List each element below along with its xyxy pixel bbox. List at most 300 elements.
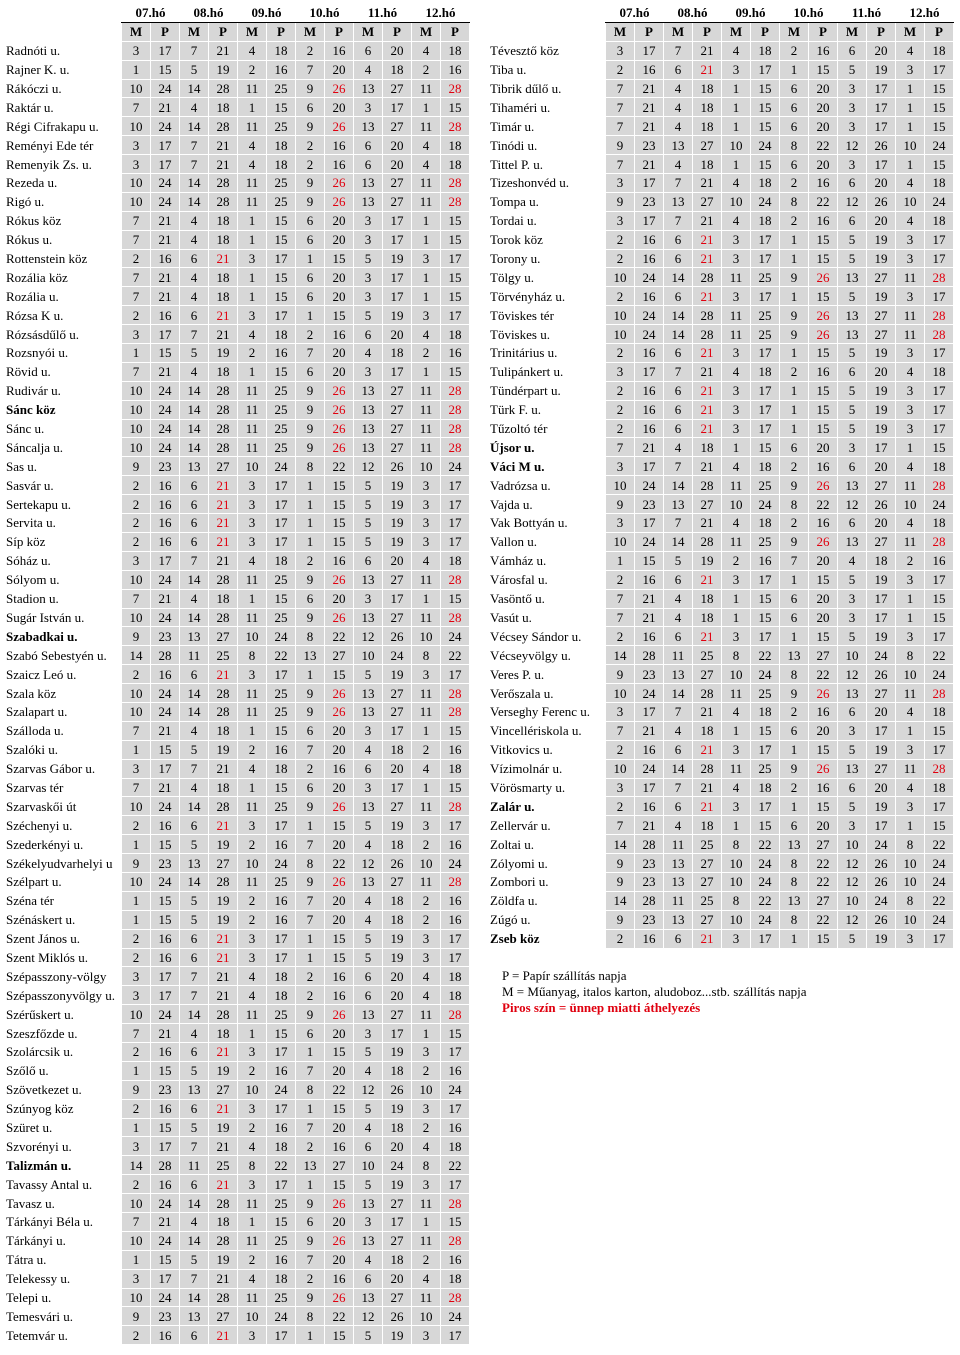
street-name: Torok köz <box>490 232 543 248</box>
day-cell: 22 <box>267 646 296 665</box>
street-name: Tévesztő köz <box>490 43 559 59</box>
day-cell: 16 <box>635 400 664 419</box>
street-name: Székelyudvarhelyi u <box>6 855 113 871</box>
day-cell: 11 <box>722 306 751 325</box>
day-cell: 18 <box>693 721 722 740</box>
day-cell: 21 <box>151 211 180 230</box>
day-cell: 18 <box>267 759 296 778</box>
day-cell: 9 <box>780 684 809 703</box>
day-cell: 18 <box>867 551 896 570</box>
table-row <box>6 646 470 665</box>
day-cell: 10 <box>122 79 151 98</box>
day-cell: 28 <box>441 872 470 891</box>
day-cell: 11 <box>238 797 267 816</box>
day-cell: 10 <box>896 495 925 514</box>
day-cell: 17 <box>441 816 470 835</box>
street-name: Tittel P. u. <box>490 156 543 172</box>
day-cell: 11 <box>412 1231 441 1250</box>
day-cell: 11 <box>412 117 441 136</box>
day-cell: 17 <box>383 98 412 117</box>
street-name: Sasvár u. <box>6 477 54 493</box>
day-cell: 25 <box>751 759 780 778</box>
type-header: P <box>809 22 838 41</box>
day-cell: 24 <box>151 79 180 98</box>
day-cell: 24 <box>151 797 180 816</box>
day-cell: 14 <box>180 608 209 627</box>
day-cell: 7 <box>664 778 693 797</box>
day-cell: 17 <box>151 136 180 155</box>
day-cell: 24 <box>151 419 180 438</box>
day-cell: 24 <box>151 608 180 627</box>
day-cell: 2 <box>780 362 809 381</box>
street-name: Szépasszonyvölgy u. <box>6 987 116 1003</box>
day-cell: 23 <box>151 457 180 476</box>
day-cell: 20 <box>325 835 354 854</box>
day-cell: 13 <box>354 1231 383 1250</box>
day-cell: 27 <box>383 702 412 721</box>
header-blank <box>6 4 122 22</box>
month-header: 11.hó <box>838 4 896 22</box>
day-cell: 4 <box>238 967 267 986</box>
type-header: M <box>122 22 151 41</box>
day-cell: 13 <box>354 79 383 98</box>
day-cell: 15 <box>267 1024 296 1043</box>
day-cell: 4 <box>180 1024 209 1043</box>
day-cell: 3 <box>722 627 751 646</box>
day-cell: 6 <box>296 362 325 381</box>
day-cell: 21 <box>693 627 722 646</box>
day-cell: 21 <box>209 1137 238 1156</box>
table-row <box>490 551 954 570</box>
day-cell: 22 <box>325 1307 354 1326</box>
day-cell: 2 <box>296 325 325 344</box>
day-cell: 2 <box>122 816 151 835</box>
day-cell: 10 <box>122 438 151 457</box>
day-cell: 25 <box>693 835 722 854</box>
day-cell: 26 <box>809 325 838 344</box>
day-cell: 6 <box>180 514 209 533</box>
table-row <box>6 608 470 627</box>
day-cell: 10 <box>896 192 925 211</box>
day-cell: 24 <box>751 665 780 684</box>
day-cell: 17 <box>441 948 470 967</box>
street-name: Veres P. u. <box>490 666 545 682</box>
day-cell: 14 <box>664 684 693 703</box>
day-cell: 26 <box>809 306 838 325</box>
day-cell: 4 <box>722 514 751 533</box>
day-cell: 27 <box>383 174 412 193</box>
day-cell: 13 <box>664 192 693 211</box>
day-cell: 21 <box>635 438 664 457</box>
street-name: Tompa u. <box>490 194 539 210</box>
day-cell: 9 <box>780 759 809 778</box>
day-cell: 5 <box>838 570 867 589</box>
day-cell: 15 <box>267 287 296 306</box>
day-cell: 21 <box>209 967 238 986</box>
day-cell: 21 <box>693 778 722 797</box>
street-name: Szénáskert u. <box>6 912 76 928</box>
day-cell: 6 <box>354 551 383 570</box>
day-cell: 16 <box>267 740 296 759</box>
table-row <box>490 268 954 287</box>
day-cell: 17 <box>441 665 470 684</box>
day-cell: 14 <box>606 891 635 910</box>
day-cell: 11 <box>664 891 693 910</box>
day-cell: 17 <box>635 778 664 797</box>
day-cell: 4 <box>896 41 925 60</box>
day-cell: 1 <box>780 287 809 306</box>
day-cell: 17 <box>867 79 896 98</box>
day-cell: 5 <box>354 249 383 268</box>
day-cell: 6 <box>180 306 209 325</box>
day-cell: 17 <box>751 381 780 400</box>
day-cell: 16 <box>809 514 838 533</box>
day-cell: 16 <box>325 967 354 986</box>
day-cell: 27 <box>383 1288 412 1307</box>
day-cell: 1 <box>606 551 635 570</box>
day-cell: 25 <box>209 1156 238 1175</box>
schedule-table-left <box>6 4 470 1345</box>
day-cell: 3 <box>606 41 635 60</box>
day-cell: 2 <box>122 948 151 967</box>
table-row <box>6 740 470 759</box>
day-cell: 7 <box>296 910 325 929</box>
day-cell: 24 <box>151 438 180 457</box>
day-cell: 17 <box>441 1175 470 1194</box>
day-cell: 10 <box>412 1080 441 1099</box>
day-cell: 13 <box>838 532 867 551</box>
day-cell: 17 <box>441 1326 470 1345</box>
table-row <box>490 589 954 608</box>
day-cell: 25 <box>751 325 780 344</box>
day-cell: 13 <box>664 495 693 514</box>
street-name: Szabadkai u. <box>6 628 78 644</box>
street-name: Sánc köz <box>6 402 56 418</box>
day-cell: 5 <box>354 532 383 551</box>
table-row <box>490 306 954 325</box>
day-cell: 20 <box>809 117 838 136</box>
day-cell: 9 <box>296 570 325 589</box>
day-cell: 24 <box>751 872 780 891</box>
day-cell: 28 <box>151 1156 180 1175</box>
day-cell: 16 <box>635 60 664 79</box>
day-cell: 15 <box>325 476 354 495</box>
day-cell: 16 <box>809 41 838 60</box>
day-cell: 3 <box>122 1137 151 1156</box>
day-cell: 19 <box>209 60 238 79</box>
street-name: Szálloda u. <box>6 723 64 739</box>
day-cell: 2 <box>238 910 267 929</box>
day-cell: 26 <box>325 1005 354 1024</box>
day-cell: 20 <box>325 891 354 910</box>
day-cell: 26 <box>325 872 354 891</box>
day-cell: 28 <box>209 1231 238 1250</box>
table-row <box>490 854 954 873</box>
day-cell: 18 <box>209 362 238 381</box>
day-cell: 17 <box>383 362 412 381</box>
day-cell: 10 <box>838 891 867 910</box>
day-cell: 4 <box>354 60 383 79</box>
day-cell: 24 <box>441 627 470 646</box>
day-cell: 24 <box>151 684 180 703</box>
street-name: Szent Miklós u. <box>6 949 88 965</box>
day-cell: 15 <box>325 532 354 551</box>
day-cell: 17 <box>151 41 180 60</box>
day-cell: 13 <box>354 1194 383 1213</box>
day-cell: 3 <box>412 495 441 514</box>
street-name: Vasöntő u. <box>490 591 545 607</box>
day-cell: 17 <box>151 1137 180 1156</box>
day-cell: 15 <box>809 287 838 306</box>
day-cell: 27 <box>693 872 722 891</box>
day-cell: 19 <box>209 891 238 910</box>
day-cell: 20 <box>867 211 896 230</box>
day-cell: 2 <box>780 778 809 797</box>
day-cell: 6 <box>780 155 809 174</box>
day-cell: 17 <box>151 967 180 986</box>
day-cell: 6 <box>180 532 209 551</box>
day-cell: 21 <box>693 249 722 268</box>
day-cell: 19 <box>383 929 412 948</box>
day-cell: 6 <box>354 967 383 986</box>
day-cell: 28 <box>209 684 238 703</box>
day-cell: 12 <box>838 136 867 155</box>
table-row <box>490 211 954 230</box>
day-cell: 21 <box>693 60 722 79</box>
street-name: Verseghy Ferenc u. <box>490 704 590 720</box>
day-cell: 17 <box>383 287 412 306</box>
day-cell: 16 <box>441 344 470 363</box>
month-header: 10.hó <box>296 4 354 22</box>
day-cell: 18 <box>267 155 296 174</box>
day-cell: 13 <box>838 476 867 495</box>
day-cell: 21 <box>151 268 180 287</box>
day-cell: 1 <box>896 98 925 117</box>
street-name: Szérűskert u. <box>6 1006 74 1022</box>
day-cell: 5 <box>838 230 867 249</box>
table-row <box>6 854 470 873</box>
street-name: Sertekapu u. <box>6 496 71 512</box>
table-row <box>6 1250 470 1269</box>
day-cell: 4 <box>664 721 693 740</box>
day-cell: 28 <box>441 702 470 721</box>
day-cell: 25 <box>267 400 296 419</box>
day-cell: 1 <box>238 1213 267 1232</box>
day-cell: 3 <box>354 268 383 287</box>
day-cell: 18 <box>925 702 954 721</box>
day-cell: 7 <box>664 514 693 533</box>
table-row <box>6 419 470 438</box>
day-cell: 15 <box>925 608 954 627</box>
day-cell: 21 <box>209 249 238 268</box>
day-cell: 3 <box>238 665 267 684</box>
day-cell: 18 <box>441 759 470 778</box>
day-cell: 18 <box>383 60 412 79</box>
day-cell: 3 <box>238 816 267 835</box>
day-cell: 7 <box>296 891 325 910</box>
table-row <box>490 872 954 891</box>
type-header: M <box>412 22 441 41</box>
day-cell: 11 <box>896 325 925 344</box>
street-name: Sánc u. <box>6 421 45 437</box>
day-cell: 16 <box>325 986 354 1005</box>
day-cell: 17 <box>751 929 780 948</box>
day-cell: 19 <box>383 665 412 684</box>
day-cell: 4 <box>664 589 693 608</box>
table-row <box>6 797 470 816</box>
day-cell: 27 <box>383 1005 412 1024</box>
day-cell: 27 <box>693 192 722 211</box>
day-cell: 16 <box>751 551 780 570</box>
day-cell: 18 <box>383 344 412 363</box>
type-header: P <box>441 22 470 41</box>
day-cell: 15 <box>751 79 780 98</box>
day-cell: 20 <box>867 174 896 193</box>
day-cell: 15 <box>441 287 470 306</box>
day-cell: 7 <box>122 589 151 608</box>
day-cell: 17 <box>441 476 470 495</box>
day-cell: 13 <box>354 608 383 627</box>
day-cell: 15 <box>809 740 838 759</box>
day-cell: 7 <box>606 608 635 627</box>
day-cell: 16 <box>925 551 954 570</box>
street-name: Szolárcsik u. <box>6 1044 74 1060</box>
day-cell: 10 <box>896 136 925 155</box>
day-cell: 4 <box>354 891 383 910</box>
day-cell: 27 <box>325 646 354 665</box>
day-cell: 16 <box>635 230 664 249</box>
day-cell: 7 <box>180 1137 209 1156</box>
street-name: Vasút u. <box>490 609 532 625</box>
day-cell: 23 <box>635 495 664 514</box>
day-cell: 17 <box>925 287 954 306</box>
day-cell: 17 <box>267 665 296 684</box>
table-row <box>490 627 954 646</box>
day-cell: 4 <box>722 41 751 60</box>
day-cell: 25 <box>267 797 296 816</box>
day-cell: 19 <box>867 740 896 759</box>
day-cell: 16 <box>325 551 354 570</box>
table-row <box>490 532 954 551</box>
street-name: Talizmán u. <box>6 1157 72 1173</box>
day-cell: 13 <box>664 665 693 684</box>
day-cell: 17 <box>441 1099 470 1118</box>
day-cell: 15 <box>809 249 838 268</box>
day-cell: 6 <box>354 325 383 344</box>
table-row <box>6 948 470 967</box>
day-cell: 9 <box>296 1005 325 1024</box>
day-cell: 18 <box>383 740 412 759</box>
day-cell: 10 <box>122 684 151 703</box>
day-cell: 2 <box>412 1061 441 1080</box>
day-cell: 27 <box>867 759 896 778</box>
day-cell: 9 <box>780 476 809 495</box>
schedule-table-right <box>490 4 954 949</box>
day-cell: 12 <box>354 457 383 476</box>
day-cell: 8 <box>896 891 925 910</box>
day-cell: 2 <box>780 211 809 230</box>
table-row <box>6 532 470 551</box>
table-row <box>6 98 470 117</box>
type-header: M <box>238 22 267 41</box>
street-name: Verőszala u. <box>490 685 554 701</box>
day-cell: 28 <box>925 759 954 778</box>
day-cell: 17 <box>267 948 296 967</box>
day-cell: 27 <box>383 117 412 136</box>
day-cell: 26 <box>325 684 354 703</box>
day-cell: 16 <box>441 835 470 854</box>
day-cell: 7 <box>664 362 693 381</box>
day-cell: 11 <box>896 306 925 325</box>
day-cell: 3 <box>238 514 267 533</box>
day-cell: 10 <box>606 476 635 495</box>
day-cell: 17 <box>867 117 896 136</box>
table-row <box>6 287 470 306</box>
street-name: Zombori u. <box>490 874 549 890</box>
day-cell: 1 <box>296 1099 325 1118</box>
day-cell: 1 <box>122 891 151 910</box>
day-cell: 2 <box>296 759 325 778</box>
day-cell: 20 <box>325 98 354 117</box>
day-cell: 5 <box>180 891 209 910</box>
street-name: Szélpart u. <box>6 874 62 890</box>
table-row <box>6 344 470 363</box>
day-cell: 8 <box>780 665 809 684</box>
day-cell: 2 <box>238 835 267 854</box>
day-cell: 5 <box>838 344 867 363</box>
day-cell: 9 <box>296 438 325 457</box>
day-cell: 1 <box>412 778 441 797</box>
day-cell: 15 <box>441 268 470 287</box>
day-cell: 11 <box>412 684 441 703</box>
street-name: Stadion u. <box>6 591 59 607</box>
day-cell: 26 <box>383 854 412 873</box>
day-cell: 17 <box>867 155 896 174</box>
day-cell: 26 <box>809 268 838 287</box>
day-cell: 16 <box>151 476 180 495</box>
day-cell: 10 <box>722 854 751 873</box>
day-cell: 27 <box>867 306 896 325</box>
day-cell: 7 <box>664 211 693 230</box>
table-row <box>6 778 470 797</box>
day-cell: 6 <box>354 1269 383 1288</box>
day-cell: 4 <box>412 967 441 986</box>
day-cell: 27 <box>867 684 896 703</box>
day-cell: 21 <box>693 929 722 948</box>
day-cell: 3 <box>896 249 925 268</box>
street-name: Rózsásdűlő u. <box>6 326 79 342</box>
day-cell: 28 <box>925 684 954 703</box>
day-cell: 4 <box>180 721 209 740</box>
type-header: M <box>780 22 809 41</box>
day-cell: 10 <box>122 192 151 211</box>
day-cell: 27 <box>383 1194 412 1213</box>
day-cell: 24 <box>267 1307 296 1326</box>
street-name: Törvényház u. <box>490 288 566 304</box>
day-cell: 21 <box>209 532 238 551</box>
day-cell: 2 <box>412 740 441 759</box>
day-cell: 16 <box>151 306 180 325</box>
day-cell: 19 <box>383 514 412 533</box>
day-cell: 11 <box>238 117 267 136</box>
day-cell: 11 <box>896 268 925 287</box>
day-cell: 3 <box>238 1099 267 1118</box>
day-cell: 6 <box>296 287 325 306</box>
day-cell: 5 <box>838 249 867 268</box>
day-cell: 2 <box>238 740 267 759</box>
day-cell: 1 <box>722 589 751 608</box>
day-cell: 26 <box>383 457 412 476</box>
